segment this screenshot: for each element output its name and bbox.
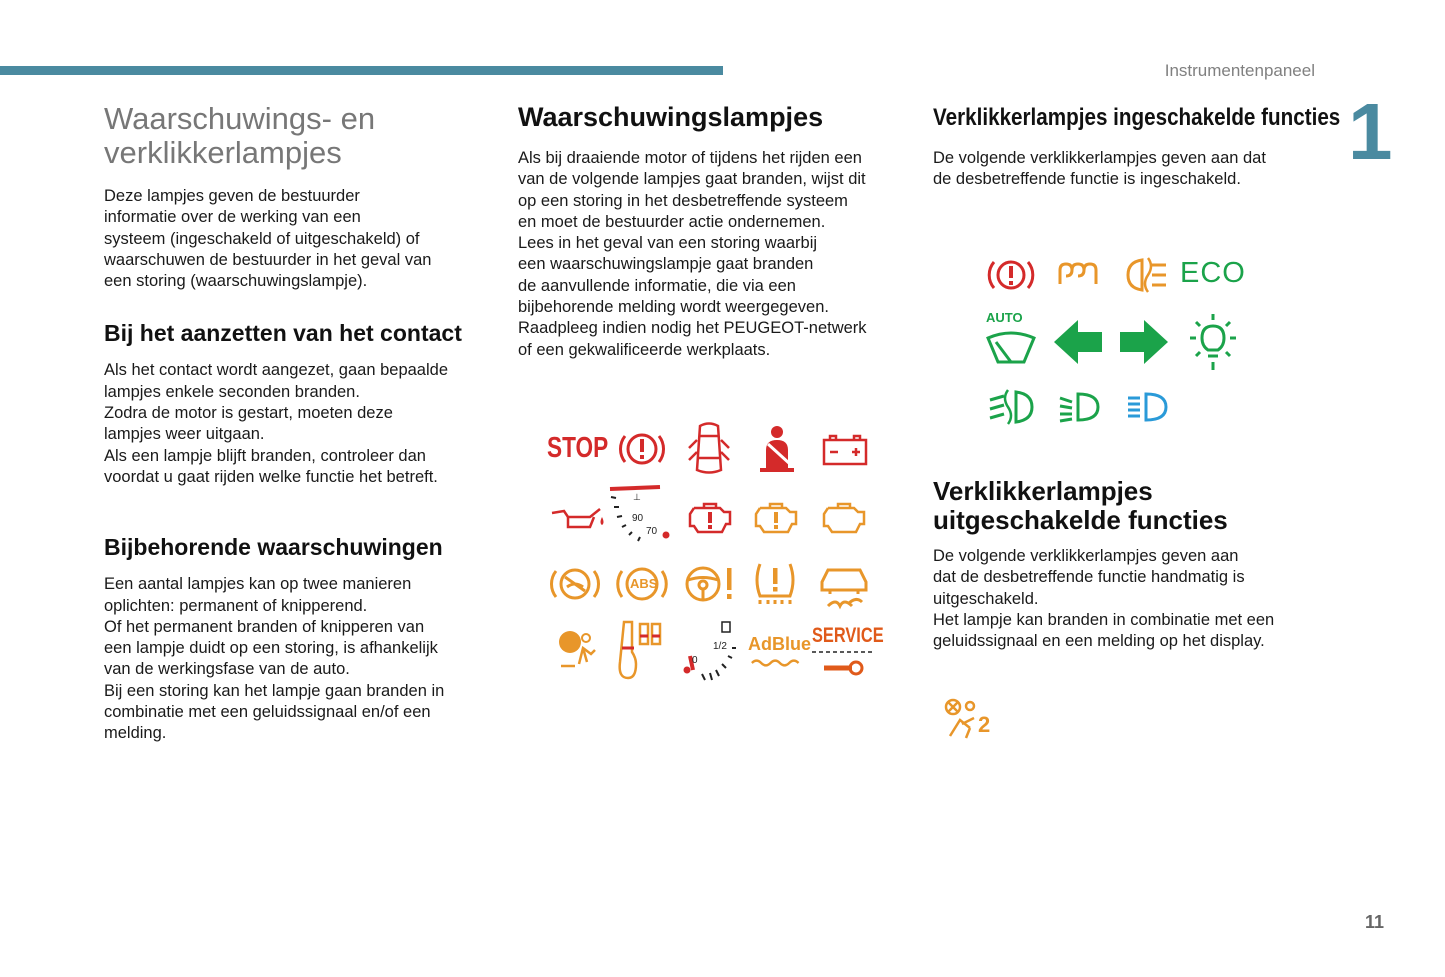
seatbelt-icon [756, 424, 798, 474]
warning-lamps-heading: Waarschuwingslampjes [518, 102, 824, 132]
fuel-level-gauge-icon [678, 618, 744, 682]
parking-brake-indicator-icon [986, 256, 1036, 294]
service-icon [812, 624, 884, 680]
stop-label: STOP [547, 432, 609, 464]
page-title-line2: verklikkerlampjes [104, 135, 342, 170]
header-accent-bar [0, 66, 723, 75]
section-label: Instrumentenpaneel [1164, 61, 1315, 80]
disabled-functions-section [933, 477, 1323, 652]
enabled-functions-paragraph: De volgende verklikkerlampjes geven aan dat de desbetreffende functie is ingeschakeld. [933, 149, 1266, 189]
column-indicator-lamps [933, 100, 1341, 191]
abs-label: ABS [630, 576, 658, 591]
coolant-temperature-gauge-icon [604, 485, 674, 553]
eco-indicator-icon [1180, 257, 1246, 293]
glow-plug-icon [1056, 260, 1102, 290]
svg-text:⊥: ⊥ [633, 492, 641, 502]
intro-paragraph: Deze lampjes geven de bestuurder informatie over de werking van een systeem (ingeschakeld of uitgeschakeld) of waarschuwen de bestuurder in het geval van een storing (waarschuwingslampje). [104, 187, 432, 291]
contact-paragraph: Als het contact wordt aangezet, gaan bepaalde lampjes enkele seconden branden. Zodra de motor is gestart, moeten deze lampjes weer uitgaan. Als een lampje blijft branden, controleer dan voordat u gaat rijden welke functie het betreft. [104, 361, 448, 486]
disabled-heading-line2: uitgeschakelde functies [933, 505, 1228, 535]
oil-pressure-icon [550, 503, 605, 531]
airbag-icon [555, 628, 597, 670]
contact-heading: Bij het aanzetten van het contact [104, 320, 462, 347]
adblue-label: AdBlue [748, 634, 811, 654]
temp-tick-low: 70 [646, 526, 658, 537]
page-number: 11 [1365, 912, 1385, 932]
temp-tick-high: 90 [632, 513, 644, 524]
fuel-tick-zero: 0 [692, 655, 698, 666]
disabled-functions-paragraph: De volgende verklikkerlampjes geven aan dat de desbetreffende functie handmatig is uitgeschakeld. Het lampje kan branden in combinatie met een geluidssignaal en een melding op het display. [933, 547, 1275, 651]
engine-warning-orange-icon [752, 500, 800, 536]
engine-management-icon [820, 500, 868, 536]
adblue-icon [748, 634, 811, 670]
right-turn-indicator-icon [1118, 318, 1170, 366]
auto-wiper-icon [984, 310, 1038, 370]
warnings-paragraph: Een aantal lampjes kan op twee manieren oplichten: permanent of knipperend. Of het permanent branden of knipperen van een lampje duidt op een storing, is afhankelijk van de werkingsfase van de auto. Bij een storing kan het lampje gaan branden in combinatie met een geluidssignaal en/of een melding. [104, 575, 445, 743]
brake-clutch-pedal-icon [614, 618, 668, 682]
enabled-functions-heading: Verklikkerlampjes ingeschakelde functies [933, 104, 1341, 131]
warnings-heading: Bijbehorende waarschuwingen [104, 534, 443, 561]
left-turn-indicator-icon [1052, 318, 1104, 366]
brake-warning-icon [618, 428, 666, 470]
dipped-beam-icon [1056, 390, 1102, 424]
stop-icon [547, 432, 615, 468]
tyre-pressure-icon [752, 560, 798, 606]
auto-label: AUTO [986, 310, 1023, 325]
abs-warning-icon [613, 563, 671, 605]
page-title-line1: Waarschuwings- en [104, 101, 376, 136]
disabled-functions-heading [933, 477, 1323, 535]
fuel-tick-half: 1/2 [713, 641, 727, 652]
sidelights-indicator-icon [1182, 312, 1244, 372]
column-warning-lamps [518, 100, 908, 361]
electronic-stability-off-icon [546, 563, 604, 605]
power-steering-icon [683, 563, 737, 605]
front-fog-lamp-icon [986, 388, 1036, 426]
service-label: SERVICE [812, 624, 884, 647]
engine-fault-icon [686, 500, 734, 536]
eco-label: ECO [1180, 257, 1246, 289]
warning-lamps-paragraph: Als bij draaiende motor of tijdens het rijden een van de volgende lampjes gaat branden, wijst dit op een storing in het desbetreffende systeem en moet de bestuurder actie ondernemen. Lees in het geval van een storing waarbij een waarschuwingslampje gaat branden de aanvullende informatie, die via een bijbehorende melding wordt weergegeven. Raadpleeg indien nodig het PEUGEOT-netwerk of een gekwalificeerde werkplaats. [518, 149, 867, 359]
skid-control-icon [818, 560, 870, 608]
main-beam-icon [1124, 390, 1170, 424]
chapter-number: 1 [1348, 87, 1393, 176]
column-intro [104, 100, 489, 745]
passenger-airbag-off-icon [944, 698, 994, 740]
page-title [104, 102, 489, 170]
door-open-icon [686, 420, 732, 476]
rear-fog-lamp-icon [1124, 256, 1168, 294]
disabled-heading-line1: Verklikkerlampjes [933, 476, 1153, 506]
battery-icon [822, 434, 868, 466]
airbag-seat-number: 2 [978, 712, 991, 737]
